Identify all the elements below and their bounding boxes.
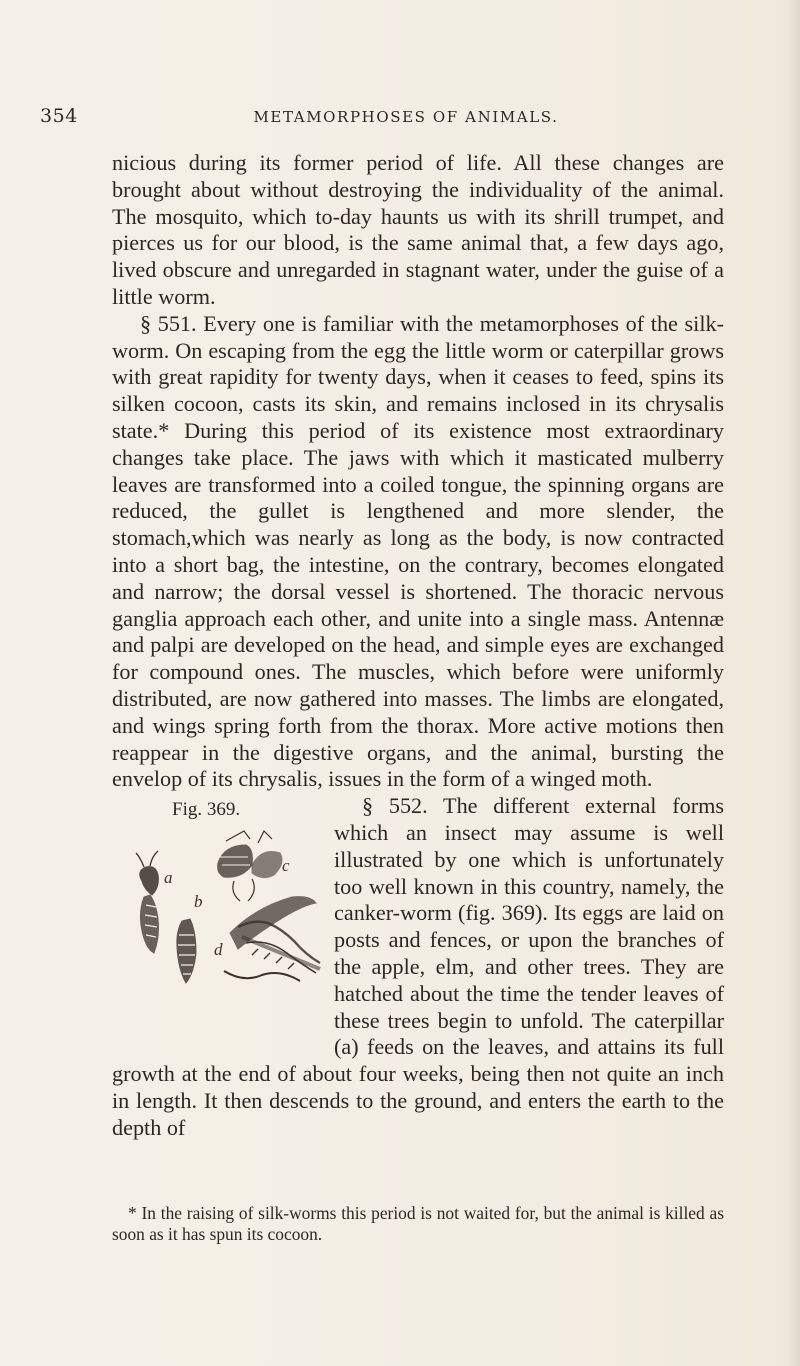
figure-label-a: a xyxy=(164,868,173,888)
figure-label-c: c xyxy=(282,856,290,876)
figure-part-d-caterpillar xyxy=(224,897,320,981)
paragraph-silk-worm: § 551. Every one is familiar with the metamorphoses of the silk-worm. On escaping from the egg the little worm or caterpillar grows with great rapidity for twenty days, when it ceases to feed, spins its silken cocoon, casts its skin, and remains inclosed in its chrysalis state.* During this period of its existence most extraordinary changes take place. The jaws with which it masticated mulberry leaves are transformed into a coiled tongue, the spinning organs are reduced, the gullet is lengthened and more slender, the stomach,which was nearly as long as the body, is now contracted into a short bag, the intestine, on the contrary, becomes elongated and narrow; the dorsal vessel is shortened. The thoracic nervous ganglia approach each other, and unite into a single mass. Antennæ and palpi are developed on the head, and simple eyes are exchanged for compound ones. The muscles, which before were uniformly distributed, are now gathered into masses. The limbs are elongated, and wings spring forth from the thorax. More active motions then reappear in the digestive organs, and the animal, bursting the envelop of its chrysalis, issues in the form of a winged moth. xyxy=(112,310,724,792)
footnote xyxy=(112,1203,724,1244)
page-header xyxy=(40,105,760,135)
figure-part-b-pupa xyxy=(177,919,196,983)
body-text xyxy=(112,150,724,1141)
paragraph-canker-worm xyxy=(112,793,724,1141)
figure-label-b: b xyxy=(194,892,203,912)
figure-caption: Fig. 369. xyxy=(172,799,241,821)
figure-label-d: d xyxy=(214,940,223,960)
paragraph-mosquito: nicious during its former period of life. All these changes are brought about without destroying the individuality of the animal. The mosquito, which to-day haunts us with its shrill trumpet, and pierces us for our blood, is the same animal that, a few days ago, lived obscure and unregarded in stagnant water, under the guise of a little worm. xyxy=(112,150,724,309)
running-title: METAMORPHOSES OF ANIMALS. xyxy=(253,108,559,126)
footnote-text: * In the raising of silk-worms this period is not waited for, but the animal is killed as soon as it has spun its cocoon. xyxy=(112,1203,724,1244)
page-edge-shadow xyxy=(786,0,800,1366)
canker-worm-illustration xyxy=(134,823,324,995)
figure-part-a-moth xyxy=(136,851,159,953)
page-number: 354 xyxy=(40,105,78,127)
figure-369 xyxy=(112,797,324,1047)
paragraph-canker-worm-text: § 552. The different external forms which an insect may assume is well illustrated by one which is unfortunately too well known in this country, namely, the canker-worm (fig. 369). Its eggs are laid on posts and fences, or upon the branches of the apple, elm, and other trees. They are hatched about the time the tender leaves of these trees begin to unfold. The caterpillar (a) feeds on the leaves, and attains its full growth at the end of about four weeks, being then not quite an inch in length. It then descends to the ground, and enters the earth to the depth of xyxy=(112,793,724,1140)
figure-part-c-winged-moth xyxy=(218,831,282,901)
